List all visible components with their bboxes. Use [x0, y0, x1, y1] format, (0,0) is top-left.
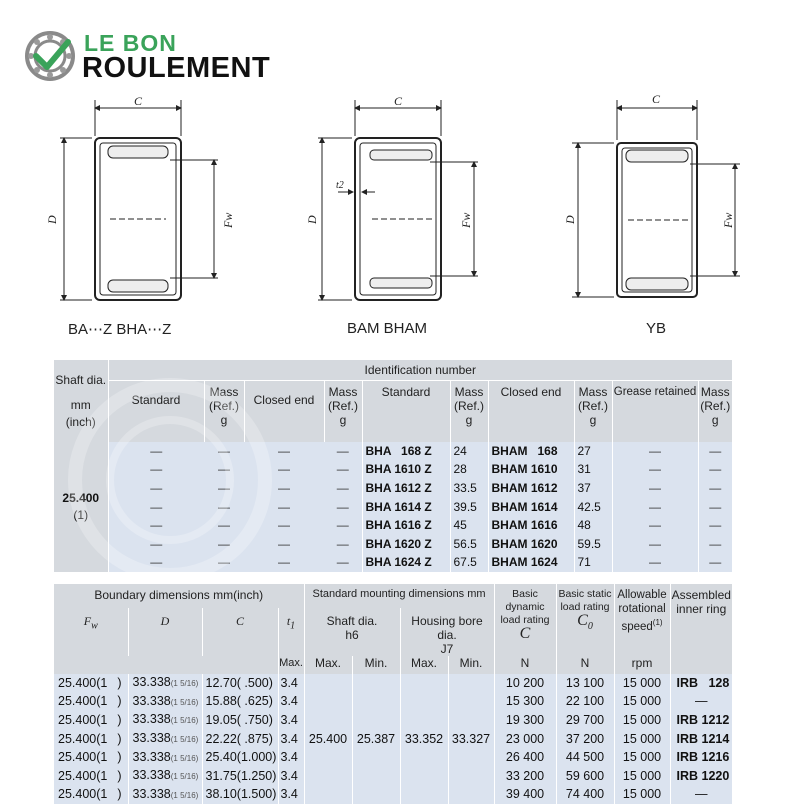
mass-cell: —: [698, 442, 732, 461]
col-mass-4: Mass (Ref.) g: [574, 380, 612, 442]
col-standard-2: Standard: [362, 380, 450, 442]
mass-cell: —: [204, 554, 244, 573]
shaft-unit-mm: mm: [70, 397, 91, 412]
mass-cell: —: [698, 516, 732, 535]
mass-cell: —: [324, 554, 362, 573]
diagram-ba-z: [60, 100, 218, 300]
inner-ring-header: Assembled inner ring: [670, 584, 732, 656]
c-cell: 38.10(1.500): [202, 786, 278, 804]
sym-c-dynamic: C: [519, 625, 531, 642]
standard-cell: —: [108, 498, 204, 517]
bha-mass: 33.5: [450, 479, 488, 498]
grease-cell: —: [612, 535, 698, 554]
sym-t1: $t_1$: [278, 608, 304, 656]
shaft-max-cell: 25.400: [304, 674, 352, 804]
grease-cell: —: [612, 461, 698, 480]
closed-end-cell: —: [244, 516, 324, 535]
mass-cell: —: [324, 479, 362, 498]
fw-cell: 25.400(1 ): [54, 674, 128, 693]
diagram-bam: [318, 100, 478, 300]
diagram-1-fw-label: Fw: [221, 212, 235, 228]
shaft-unit-inch: (inch): [65, 414, 96, 429]
standard-cell: —: [108, 535, 204, 554]
sym-c: C: [202, 608, 278, 656]
mass-cell: —: [324, 516, 362, 535]
col-mass-2: Mass (Ref.) g: [324, 380, 362, 442]
standard-cell: —: [108, 516, 204, 535]
d-cell: 33.338(1 5/16): [128, 674, 202, 693]
bham-mass: 42.5: [574, 498, 612, 517]
shaft-dia-header: [54, 360, 108, 442]
bham-mass: 31: [574, 461, 612, 480]
table-row: [54, 516, 732, 535]
grease-cell: —: [612, 442, 698, 461]
diagram-1-caption: BA⋯Z BHA⋯Z: [68, 321, 172, 338]
bham-designation: BHAM 1616: [488, 516, 574, 535]
t1-cell: 3.4: [278, 748, 304, 767]
inner-ring-cell: —: [670, 786, 732, 804]
table-row: [54, 461, 732, 480]
bha-designation: BHA 168 Z: [362, 442, 450, 461]
mass-cell: —: [324, 498, 362, 517]
mass-cell: —: [698, 554, 732, 573]
grease-cell: —: [612, 516, 698, 535]
unit-rpm: rpm: [614, 656, 670, 674]
sym-fw: $F_w$: [54, 608, 128, 656]
dimensions-table: [54, 584, 732, 804]
diagram-2-fw-label: Fw: [459, 212, 473, 228]
col-standard: Standard: [131, 392, 181, 407]
inner-ring-cell: —: [670, 693, 732, 712]
diagram-3-c-label: C: [652, 92, 661, 106]
bham-designation: BHAM 1620: [488, 535, 574, 554]
standard-cell: —: [108, 442, 204, 461]
t1-max-label: Max.: [278, 656, 304, 674]
bearing-diagrams: [0, 88, 800, 350]
c-cell: 15.88( .625): [202, 693, 278, 712]
boundary-dimensions-header: Boundary dimensions mm(inch): [54, 584, 304, 608]
bha-designation: BHA 1620 Z: [362, 535, 450, 554]
col-mass-3: Mass (Ref.) g: [450, 380, 488, 442]
unit-n-2: N: [556, 656, 614, 674]
dynamic-load-cell: 33 200: [494, 767, 556, 786]
closed-end-cell: —: [244, 535, 324, 554]
mass-cell: —: [698, 535, 732, 554]
fw-cell: 25.400(1 ): [54, 693, 128, 712]
col-mass-5: Mass (Ref.) g: [698, 380, 732, 442]
col-closed-end: Closed end: [244, 380, 324, 442]
sym-d: D: [128, 608, 202, 656]
t1-cell: 3.4: [278, 674, 304, 693]
mass-cell: —: [204, 442, 244, 461]
bham-mass: 59.5: [574, 535, 612, 554]
grease-cell: —: [612, 479, 698, 498]
shaft-dia-label: Shaft dia.: [55, 372, 107, 387]
mounting-dimensions-header: Standard mounting dimensions mm: [304, 584, 494, 608]
col-mass-1: Mass (Ref.) g: [204, 380, 244, 442]
dynamic-load-cell: 26 400: [494, 748, 556, 767]
shaft-max-label: Max.: [304, 656, 352, 674]
standard-cell: —: [108, 461, 204, 480]
bham-designation: BHAM 1612: [488, 479, 574, 498]
mass-cell: —: [324, 461, 362, 480]
standard-cell: —: [108, 554, 204, 573]
bha-designation: BHA 1624 Z: [362, 554, 450, 573]
identification-number-header: Identification number: [108, 360, 732, 380]
t1-cell: 3.4: [278, 786, 304, 804]
housing-max-label: Max.: [400, 656, 448, 674]
dynamic-load-cell: 19 300: [494, 711, 556, 730]
bham-mass: 71: [574, 554, 612, 573]
diagram-2-c-label: C: [394, 94, 403, 108]
diagram-yb: [572, 100, 740, 297]
table-row: [54, 554, 732, 573]
diagram-3-d-label: D: [563, 215, 577, 224]
c-cell: 31.75(1.250): [202, 767, 278, 786]
mass-cell: —: [698, 479, 732, 498]
table-row: [54, 674, 732, 693]
bham-designation: BHAM 1610: [488, 461, 574, 480]
static-load-cell: 74 400: [556, 786, 614, 804]
fw-cell: 25.400(1 ): [54, 767, 128, 786]
bha-designation: BHA 1612 Z: [362, 479, 450, 498]
diagram-2-t2-label: t2: [336, 180, 344, 191]
shaft-dia-value: 25.400: [62, 491, 100, 506]
t1-cell: 3.4: [278, 693, 304, 712]
d-cell: 33.338(1 5/16): [128, 786, 202, 804]
d-cell: 33.338(1 5/16): [128, 748, 202, 767]
inner-ring-cell: IRB 128: [670, 674, 732, 693]
speed-cell: 15 000: [614, 674, 670, 693]
t1-cell: 3.4: [278, 730, 304, 749]
closed-end-cell: —: [244, 498, 324, 517]
closed-end-cell: —: [244, 442, 324, 461]
bha-mass: 56.5: [450, 535, 488, 554]
shaft-dia-cell: [54, 442, 108, 572]
table-row: [54, 479, 732, 498]
dynamic-load-cell: 39 400: [494, 786, 556, 804]
standard-cell: —: [108, 479, 204, 498]
d-cell: 33.338(1 5/16): [128, 767, 202, 786]
fw-cell: 25.400(1 ): [54, 711, 128, 730]
housing-j7-header: Housing bore dia. J7: [400, 608, 494, 656]
fw-cell: 25.400(1 ): [54, 730, 128, 749]
shaft-dia-h6-header: Shaft dia. h6: [304, 608, 400, 656]
shaft-min-label: Min.: [352, 656, 400, 674]
mass-cell: —: [204, 498, 244, 517]
col-closed-end-2: Closed end: [488, 380, 574, 442]
c-cell: 25.40(1.000): [202, 748, 278, 767]
static-load-cell: 44 500: [556, 748, 614, 767]
c-cell: 22.22( .875): [202, 730, 278, 749]
bha-designation: BHA 1610 Z: [362, 461, 450, 480]
bearing-cross-sections: [0, 88, 800, 350]
static-load-cell: 37 200: [556, 730, 614, 749]
closed-end-cell: —: [244, 554, 324, 573]
fw-cell: 25.400(1 ): [54, 786, 128, 804]
fw-cell: 25.400(1 ): [54, 748, 128, 767]
sym-c0: $C_0$: [577, 612, 593, 633]
logo-text-bottom: ROULEMENT: [82, 52, 271, 84]
dynamic-load-header: Basic dynamic load rating C: [494, 584, 556, 656]
dynamic-load-cell: 10 200: [494, 674, 556, 693]
d-cell: 33.338(1 5/16): [128, 711, 202, 730]
closed-end-cell: —: [244, 461, 324, 480]
speed-cell: 15 000: [614, 786, 670, 804]
logo-text-top: LE BON: [84, 30, 177, 56]
mass-cell: —: [324, 442, 362, 461]
diagram-3-fw-label: Fw: [721, 212, 735, 228]
static-load-cell: 59 600: [556, 767, 614, 786]
diagram-2-caption: BAM BHAM: [347, 320, 428, 337]
housing-max-cell: 33.352: [400, 674, 448, 804]
speed-header: Allowable rotational speed$^{(1)}$: [614, 584, 670, 656]
static-load-cell: 13 100: [556, 674, 614, 693]
brand-logo: [24, 28, 314, 86]
static-load-cell: 22 100: [556, 693, 614, 712]
bha-mass: 28: [450, 461, 488, 480]
grease-cell: —: [612, 554, 698, 573]
mass-cell: —: [324, 535, 362, 554]
diagram-3-caption: YB: [646, 320, 667, 337]
housing-min-cell: 33.327: [448, 674, 494, 804]
grease-cell: —: [612, 498, 698, 517]
table-row: [54, 498, 732, 517]
bham-designation: BHAM 168: [488, 442, 574, 461]
speed-cell: 15 000: [614, 748, 670, 767]
inner-ring-cell: IRB 1212: [670, 711, 732, 730]
bha-mass: 45: [450, 516, 488, 535]
mass-cell: —: [204, 461, 244, 480]
shaft-dia-inch: (1): [73, 508, 89, 523]
housing-min-label: Min.: [448, 656, 494, 674]
speed-cell: 15 000: [614, 693, 670, 712]
t1-cell: 3.4: [278, 711, 304, 730]
bham-designation: BHAM 1624: [488, 554, 574, 573]
t1-cell: 3.4: [278, 767, 304, 786]
diagram-2-d-label: D: [305, 215, 319, 224]
bham-mass: 27: [574, 442, 612, 461]
bha-mass: 24: [450, 442, 488, 461]
inner-ring-cell: IRB 1220: [670, 767, 732, 786]
mass-cell: —: [698, 461, 732, 480]
unit-n-1: N: [494, 656, 556, 674]
table-row: [54, 535, 732, 554]
speed-cell: 15 000: [614, 767, 670, 786]
closed-end-cell: —: [244, 479, 324, 498]
bham-mass: 37: [574, 479, 612, 498]
shaft-min-cell: 25.387: [352, 674, 400, 804]
d-cell: 33.338(1 5/16): [128, 693, 202, 712]
bha-designation: BHA 1616 Z: [362, 516, 450, 535]
inner-ring-cell: IRB 1216: [670, 748, 732, 767]
static-load-header: Basic static load rating $C_0$: [556, 584, 614, 656]
d-cell: 33.338(1 5/16): [128, 730, 202, 749]
mass-cell: —: [204, 516, 244, 535]
inner-ring-cell: IRB 1214: [670, 730, 732, 749]
col-grease: Grease retained: [612, 380, 698, 442]
table-row: [54, 442, 732, 461]
diagram-1-d-label: D: [45, 215, 59, 224]
c-cell: 19.05( .750): [202, 711, 278, 730]
speed-cell: 15 000: [614, 711, 670, 730]
diagram-1-c-label: C: [134, 94, 143, 108]
bha-mass: 39.5: [450, 498, 488, 517]
bearing-check-icon: [24, 30, 76, 82]
static-load-cell: 29 700: [556, 711, 614, 730]
dynamic-load-cell: 23 000: [494, 730, 556, 749]
speed-cell: 15 000: [614, 730, 670, 749]
bha-designation: BHA 1614 Z: [362, 498, 450, 517]
bha-mass: 67.5: [450, 554, 488, 573]
mass-cell: —: [204, 535, 244, 554]
identification-table: [54, 360, 732, 572]
mass-cell: —: [698, 498, 732, 517]
bham-designation: BHAM 1614: [488, 498, 574, 517]
dynamic-load-cell: 15 300: [494, 693, 556, 712]
bham-mass: 48: [574, 516, 612, 535]
c-cell: 12.70( .500): [202, 674, 278, 693]
mass-cell: —: [204, 479, 244, 498]
